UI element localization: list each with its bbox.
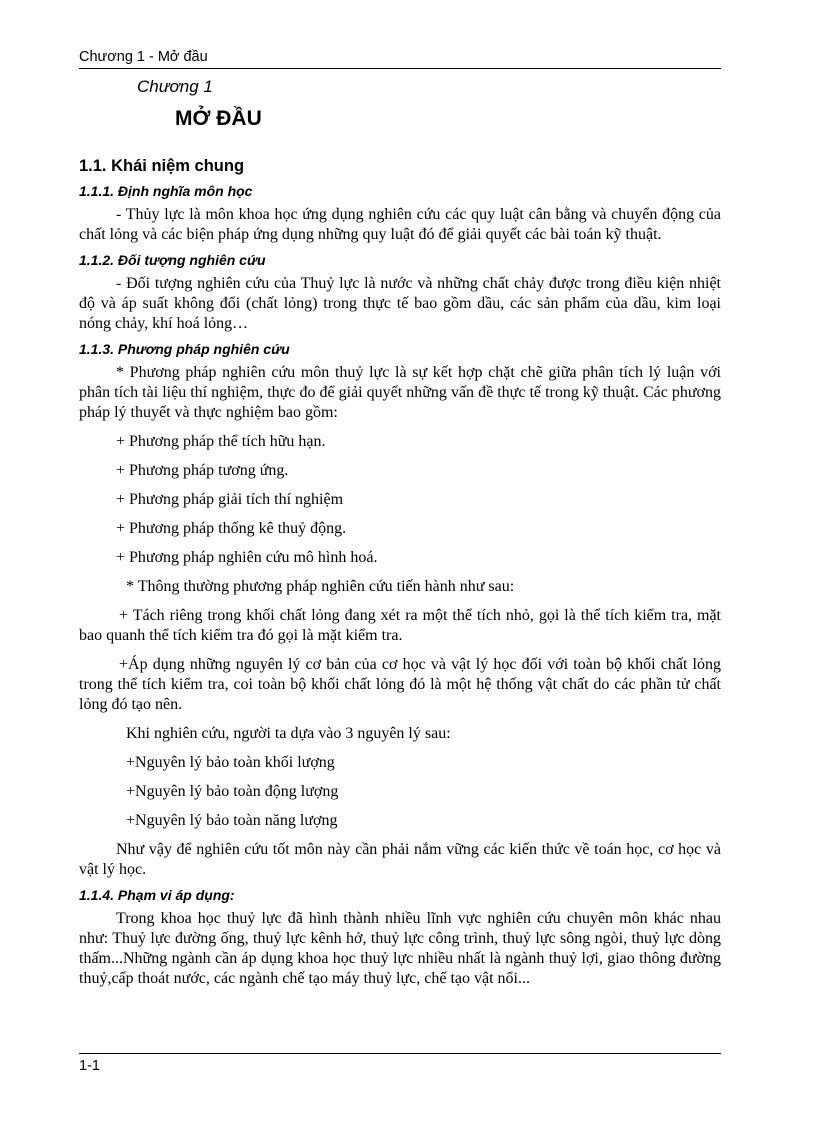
subsection-heading-1-1-1: 1.1.1. Định nghĩa môn học — [79, 183, 253, 199]
procedure-step-2: +Áp dụng những nguyên lý cơ bản của cơ học và vật lý học đối với toàn bộ khối chất lỏng trong thể tích kiểm tra, coi toàn bộ khối chất lỏng đó là một hệ thống vật chất do các phần tử chất lỏng đó tạo nên. — [79, 656, 721, 713]
conclusion-paragraph: Như vậy để nghiên cứu tốt môn này cần phải nắm vững các kiến thức về toán học, cơ học và vật lý học. — [79, 841, 721, 878]
chapter-title: MỞ ĐẦU — [175, 107, 262, 130]
principle-item: +Nguyên lý bảo toàn năng lượng — [126, 812, 338, 829]
subsection-heading-1-1-4: 1.1.4. Phạm vi áp dụng: — [79, 887, 235, 903]
subsection-heading-1-1-3: 1.1.3. Phương pháp nghiên cứu — [79, 341, 290, 357]
method-item: + Phương pháp giải tích thí nghiệm — [116, 491, 344, 508]
principle-item: +Nguyên lý bảo toàn động lượng — [126, 783, 339, 800]
page-content — [79, 76, 721, 989]
running-header: Chương 1 - Mở đầu — [79, 49, 208, 65]
principles-intro: Khi nghiên cứu, người ta dựa vào 3 nguyên lý sau: — [126, 725, 451, 742]
page-number: 1-1 — [79, 1058, 100, 1074]
chapter-number: Chương 1 — [137, 77, 213, 96]
principle-item: +Nguyên lý bảo toàn khối lượng — [126, 754, 335, 771]
method-item: + Phương pháp tương ứng. — [116, 462, 289, 479]
header-rule — [79, 68, 721, 69]
section-heading-1-1: 1.1. Khái niệm chung — [79, 157, 245, 175]
usual-procedure-note: * Thông thường phương pháp nghiên cứu tiến hành như sau: — [126, 578, 515, 595]
definition-paragraph: - Thủy lực là môn khoa học ứng dụng nghiên cứu các quy luật cân bằng và chuyển động của chất lỏng và các biện pháp ứng dụng những quy luật đó để giải quyết các bài toán kỹ thuật. — [79, 206, 721, 243]
method-item: + Phương pháp nghiên cứu mô hình hoá. — [116, 549, 378, 566]
procedure-step-1: + Tách riêng trong khối chất lỏng đang xét ra một thể tích nhỏ, gọi là thể tích kiểm tra, mặt bao quanh thể tích kiểm tra đó gọi là mặt kiểm tra. — [79, 607, 721, 644]
method-item: + Phương pháp thống kê thuỷ động. — [116, 520, 347, 537]
footer-rule — [79, 1053, 721, 1054]
subject-paragraph: - Đối tượng nghiên cứu của Thuỷ lực là nước và những chất chảy được trong điều kiện nhiệt độ và áp suất không đổi (chất lỏng) trong thực tế bao gồm dầu, các sản phẩm của dầu, kim loại nóng chảy, khí hoá lỏng… — [79, 275, 721, 332]
method-item: + Phương pháp thể tích hữu hạn. — [116, 433, 326, 450]
subsection-heading-1-1-2: 1.1.2. Đối tượng nghiên cứu — [79, 252, 266, 268]
scope-paragraph: Trong khoa học thuỷ lực đã hình thành nhiều lĩnh vực nghiên cứu chuyên môn khác nhau như: Thuỷ lực đường ống, thuỷ lực kênh hở, thuỷ lực công trình, thuỷ lực sông ngòi, thuỷ lực dòng thấm...Những ngành cần áp dụng khoa học thuỷ lực nhiều nhất là ngành thuỷ lợi, giao thông đường thuỷ,cấp thoát nước, các ngành chế tạo máy thuỷ lực, chế tạo vật nổi... — [79, 910, 721, 987]
method-intro-paragraph: * Phương pháp nghiên cứu môn thuỷ lực là sự kết hợp chặt chẽ giữa phân tích lý luận với phân tích tài liệu thí nghiệm, thực đo để giải quyết những vấn đề thực tế trong kỹ thuật. Các phương pháp lý thuyết và thực nghiệm bao gồm: — [79, 364, 721, 421]
